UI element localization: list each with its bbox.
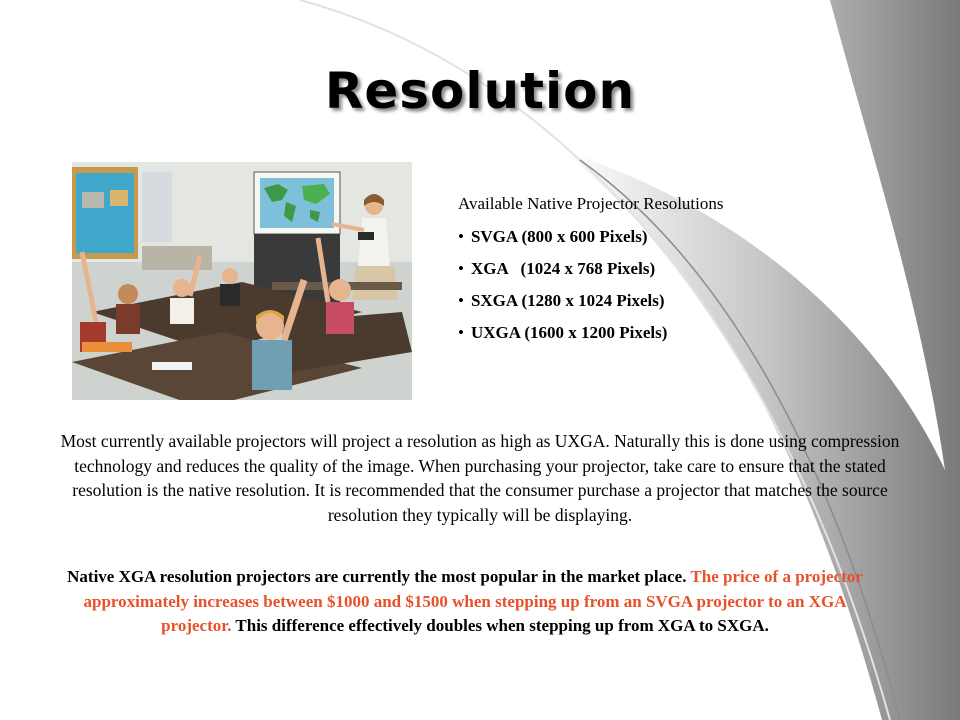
pricing-paragraph xyxy=(48,565,882,639)
pricing-text-part2: This difference effectively doubles when stepping up from XGA to SXGA. xyxy=(231,616,769,635)
resolution-list-heading: Available Native Projector Resolutions xyxy=(458,194,724,213)
resolution-items xyxy=(458,227,723,343)
resolution-item-sxga: • SXGA (1280 x 1024 Pixels) xyxy=(458,291,723,311)
slide-title: Resolution xyxy=(324,62,636,120)
resolution-list xyxy=(458,194,723,355)
resolution-item-xga: • XGA (1024 x 768 Pixels) xyxy=(458,259,723,279)
pricing-text-part1: Native XGA resolution projectors are currently the most popular in the market place. xyxy=(67,567,691,586)
description-paragraph: Most currently available projectors will project a resolution as high as UXGA. Naturally this is done using compression technology and reduces the quality of the image. When purchasing your projector, take care to ensure that the stated resolution is the native resolution. It is recommended that the consumer purchase a projector that matches the source resolution they typically will be displaying. xyxy=(60,431,900,525)
resolution-item-svga: • SVGA (800 x 600 Pixels) xyxy=(458,227,723,247)
classroom-photo-icon xyxy=(72,162,412,400)
pricing-highlight: The price of a projector approximately increases between $1000 and $1500 when stepping up from an SVGA projector to an XGA projector. xyxy=(83,567,863,635)
resolution-item-uxga: • UXGA (1600 x 1200 Pixels) xyxy=(458,323,723,343)
